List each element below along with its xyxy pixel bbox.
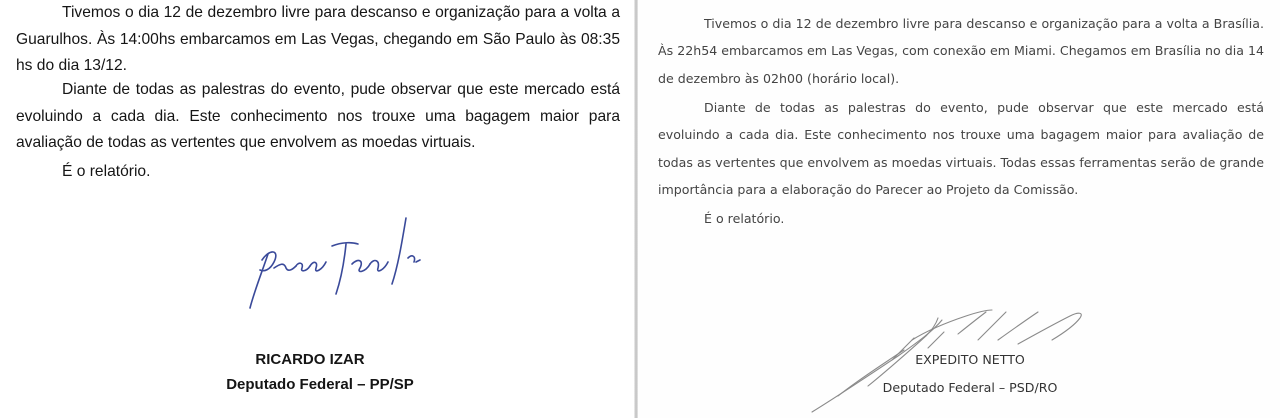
left-body-text xyxy=(16,0,620,80)
left-paragraph: Tivemos o dia 12 de dezembro livre para descanso e organização para a volta a Guarulhos. Às 14:00hs embarcamos em Las Vegas, chegando em São Paulo às 08:35 hs do dia 13/12. xyxy=(16,4,620,74)
left-paragraph: É o relatório. xyxy=(62,163,151,180)
left-signatory-role: Deputado Federal – PP/SP xyxy=(226,376,414,393)
right-signatory-role: Deputado Federal – PSD/RO xyxy=(882,380,1058,395)
left-signatory-name: RICARDO IZAR xyxy=(255,351,365,368)
right-paragraph: Tivemos o dia 12 de dezembro livre para descanso e organização para a volta a Brasília. Às 22h54 embarcamos em Las Vegas, com conexão em Miami. Chegamos em Brasília no dia 14 de dezembro às 02h00 (horário local). xyxy=(658,16,1264,86)
right-paragraph: É o relatório. xyxy=(704,211,785,226)
handwritten-signature-left xyxy=(240,212,430,322)
right-signatory-name: EXPEDITO NETTO xyxy=(915,352,1025,367)
left-paragraph: Diante de todas as palestras do evento, pude observar que este mercado está evoluindo a cada dia. Este conhecimento nos trouxe uma bagagem maior para avaliação de todas as vertentes que envolvem as moedas virtuais. xyxy=(16,81,620,151)
right-paragraph: Diante de todas as palestras do evento, pude observar que este mercado está evoluindo a cada dia. Este conhecimento nos trouxe uma bagagem maior para avaliação de todas as vertentes que envolvem as moedas virtuais. Todas essas ferramentas serão de grande importância para a elaboração do Parecer ao Projeto da Comissão. xyxy=(658,100,1264,197)
